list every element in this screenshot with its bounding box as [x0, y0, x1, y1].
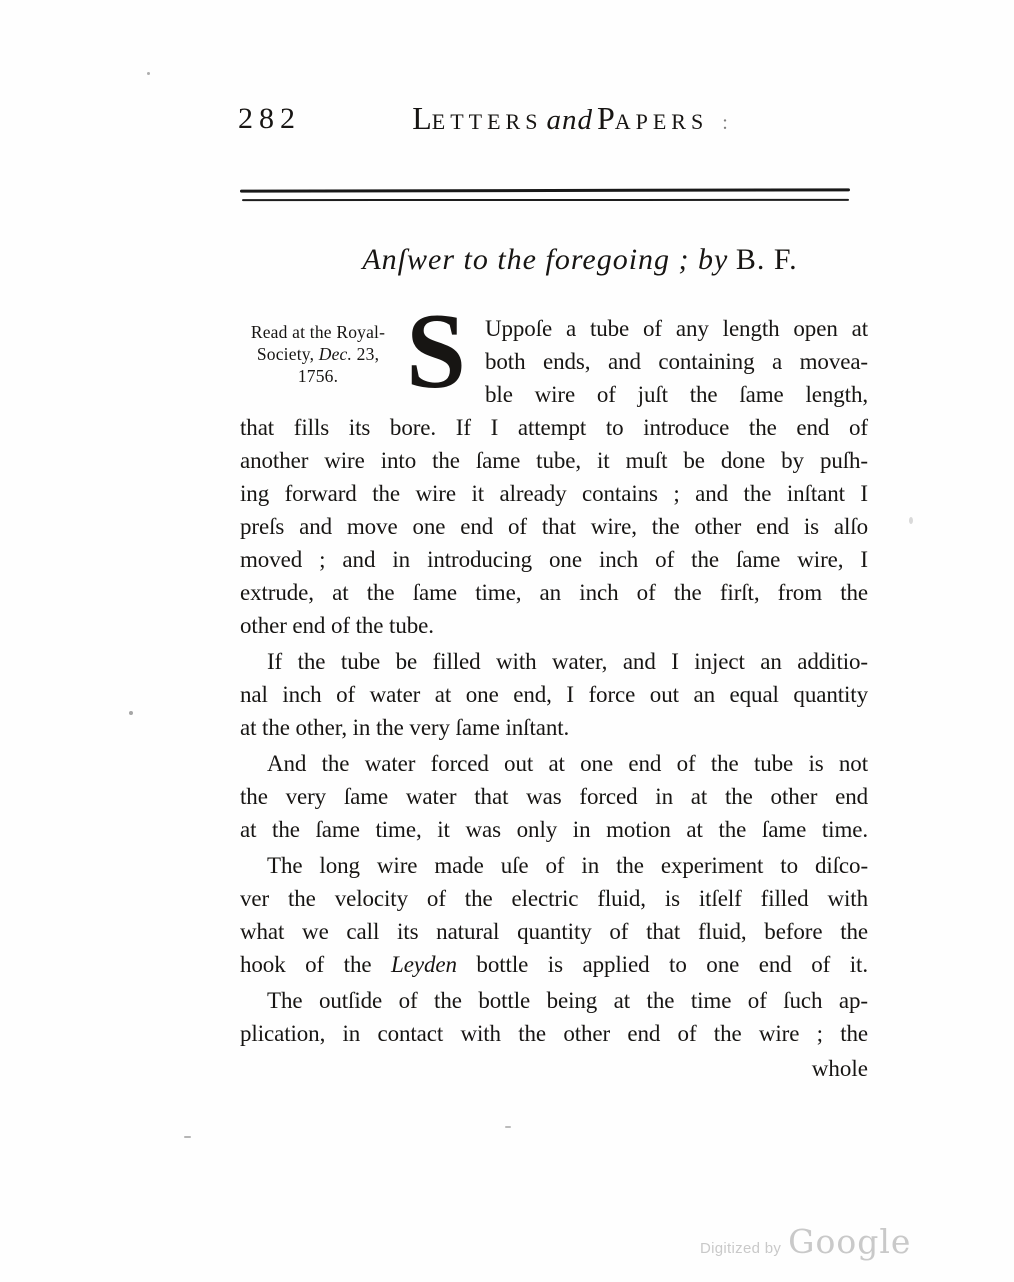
- text-line: other end of the tube.: [240, 613, 434, 638]
- text-line: If the tube be filled with water, and I inject an additio-: [267, 649, 868, 674]
- text-line: hook of the Leyden bottle is applied to one end of it.: [240, 952, 868, 977]
- running-header-rest1: ETTERS: [431, 109, 543, 134]
- double-rule-bottom-line: [242, 199, 849, 201]
- section-title-author: B. F.: [735, 243, 798, 276]
- text-line: And the water forced out at one end of the tube is not: [267, 751, 868, 776]
- text-line: another wire into the ſame tube, it muſt be done by puſh-: [240, 448, 868, 473]
- catchword: whole: [811, 1056, 868, 1081]
- paragraph-5: [240, 984, 868, 1050]
- margin-note-line1: Read at the Royal-: [250, 322, 386, 342]
- running-header-trailing-mark: :: [722, 112, 728, 134]
- text-line: both ends, and containing a movea-: [485, 349, 868, 374]
- margin-note-line3: 1756.: [297, 366, 339, 386]
- scan-speck: [909, 517, 913, 524]
- scan-speck: [129, 711, 133, 715]
- text-line: at the ſame time, it was only in motion at the ſame time.: [240, 817, 868, 842]
- text-line: ble wire of juſt the ſame length,: [485, 382, 868, 407]
- running-header: [240, 100, 900, 137]
- digitization-watermark: [700, 1222, 940, 1261]
- text-line: the very ſame water that was forced in at the other end: [240, 784, 868, 809]
- text-line: preſs and move one end of that wire, the other end is alſo: [240, 514, 868, 539]
- text-line: extrude, at the ſame time, an inch of the firſt, from the: [240, 580, 868, 605]
- scan-speck: [147, 72, 150, 75]
- text-line: what we call its natural quantity of that fluid, before the: [240, 919, 868, 944]
- running-header-conjunction: and: [546, 104, 593, 136]
- body-text-column: [240, 312, 868, 1082]
- section-title: [250, 243, 910, 277]
- text-line: moved ; and in introducing one inch of the ſame wire, I: [240, 547, 868, 572]
- double-rule-top-line: [240, 188, 850, 192]
- text-line: ing forward the wire it already contains ; and the inſtant I: [240, 481, 868, 506]
- drop-cap-initial: S: [406, 292, 467, 411]
- double-rule: [240, 187, 850, 204]
- running-header-cap2: P: [596, 100, 615, 136]
- section-title-italic: Anſwer to the foregoing ; by: [362, 243, 729, 276]
- paragraph-3: [240, 747, 868, 846]
- running-header-cap1: L: [412, 100, 432, 136]
- watermark-prefix: Digitized by: [700, 1240, 782, 1257]
- margin-note-line2: Society, Dec. 23,: [256, 344, 380, 364]
- paragraph-1: [240, 312, 868, 642]
- google-logo: Google: [788, 1222, 912, 1261]
- text-line: that fills its bore. If I attempt to introduce the end of: [240, 415, 868, 440]
- paragraph-4: [240, 849, 868, 981]
- text-line: plication, in contact with the other end of the wire ; the: [240, 1021, 868, 1046]
- scan-speck: [505, 1126, 511, 1128]
- paragraph-2: [240, 645, 868, 744]
- page-number: 282: [238, 102, 301, 135]
- text-line: The outſide of the bottle being at the time of ſuch ap-: [267, 988, 868, 1013]
- text-line: The long wire made uſe of in the experiment to diſco-: [267, 853, 868, 878]
- text-line: nal inch of water at one end, I force out an equal quantity: [240, 682, 868, 707]
- text-line: at the other, in the very ſame inſtant.: [240, 715, 570, 740]
- text-line: ver the velocity of the electric fluid, is itſelf filled with: [240, 886, 868, 911]
- running-header-rest2: APERS: [614, 109, 709, 134]
- scan-speck: [184, 1136, 191, 1138]
- text-line: Uppoſe a tube of any length open at: [485, 316, 868, 341]
